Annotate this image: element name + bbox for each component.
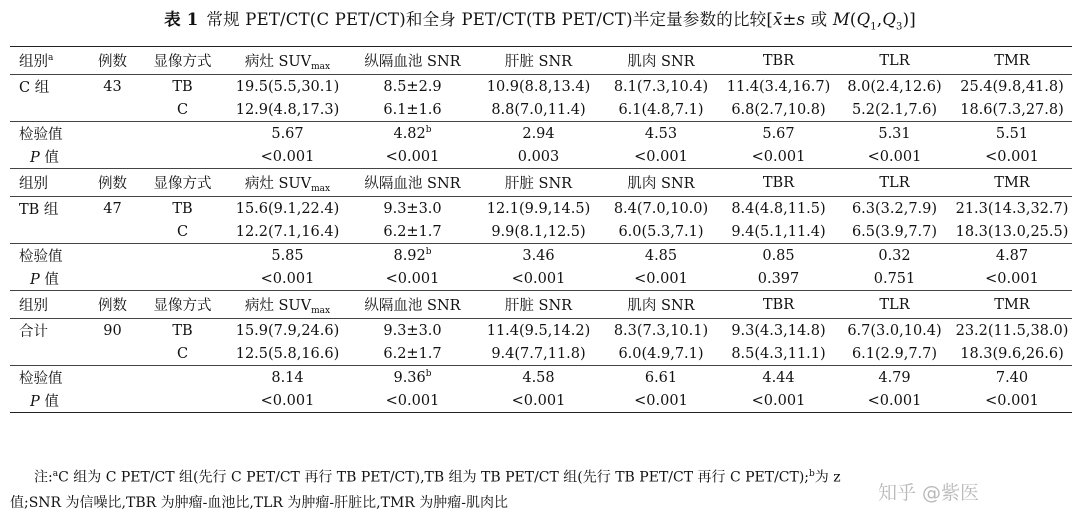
- value-cell: 23.2(11.5,38.0): [952, 319, 1072, 343]
- test-label: 检验值: [10, 122, 225, 146]
- header-group: 组别: [10, 291, 85, 319]
- value-cell: 8.1(7.3,10.4): [602, 75, 720, 99]
- header-liver: 肝脏 SNR: [475, 47, 602, 75]
- p-cell: <0.001: [952, 389, 1072, 413]
- group-cell: 合计: [10, 319, 85, 343]
- header-tmr: TMR: [952, 169, 1072, 197]
- header-liver: 肝脏 SNR: [475, 169, 602, 197]
- value-cell: 8.3(7.3,10.1): [602, 319, 720, 343]
- p-cell: <0.001: [867, 148, 922, 165]
- header-suv: 病灶 $SUV_{max}$: [225, 169, 350, 197]
- value-cell: 9.9(8.1,12.5): [491, 223, 586, 240]
- p-cell: 0.397: [757, 270, 800, 287]
- p-cell: <0.001: [385, 148, 440, 165]
- watermark: 知乎 @紫医: [878, 482, 980, 504]
- test-cell: 0.85: [720, 244, 837, 268]
- value-cell: 18.3(13.0,25.5): [955, 223, 1069, 240]
- value-cell: 9.3(4.3,14.8): [720, 319, 837, 343]
- test-cell: 4.85: [602, 244, 720, 268]
- header-row: [10, 291, 1072, 319]
- value-cell: 12.9(4.8,17.3): [235, 101, 340, 118]
- table-row: [10, 220, 1072, 244]
- header-mediastinal: 纵隔血池 SNR: [350, 47, 475, 75]
- header-tlr: TLR: [837, 47, 952, 75]
- value-cell: 9.3±3.0: [350, 197, 475, 221]
- test-cell: 8.92$^b$: [350, 244, 475, 268]
- header-group: 组别: [10, 169, 85, 197]
- value-cell: 9.3±3.0: [350, 319, 475, 343]
- p-cell: <0.001: [511, 270, 566, 287]
- value-cell: 8.5±2.9: [350, 75, 475, 99]
- header-suv: 病灶 $SUV_{max}$: [225, 291, 350, 319]
- value-cell: 15.6(9.1,22.4): [225, 197, 350, 221]
- value-cell: 8.8(7.0,11.4): [491, 101, 586, 118]
- header-suv: 病灶 $SUV_{max}$: [225, 47, 350, 75]
- value-cell: 9.4(5.1,11.4): [731, 223, 826, 240]
- header-mode: 显像方式: [140, 169, 225, 197]
- table-row: [10, 319, 1072, 343]
- n-cell: [85, 220, 140, 244]
- value-cell: 6.7(3.0,10.4): [837, 319, 952, 343]
- value-cell: 25.4(9.8,41.8): [952, 75, 1072, 99]
- test-cell: 5.31: [837, 122, 952, 146]
- mode-cell: C: [176, 223, 189, 240]
- mode-cell: TB: [140, 319, 225, 343]
- group-cell: TB 组: [10, 197, 85, 221]
- n-cell: [85, 98, 140, 122]
- header-group: 组别$^a$: [10, 47, 85, 75]
- caption-lead: 表 1: [164, 10, 199, 29]
- value-cell: 11.4(3.4,16.7): [720, 75, 837, 99]
- table-row: [10, 98, 1072, 122]
- header-tbr: TBR: [720, 169, 837, 197]
- test-cell: 9.36$^b$: [350, 366, 475, 390]
- value-cell: 6.1±1.6: [383, 101, 442, 118]
- value-cell: 21.3(14.3,32.7): [952, 197, 1072, 221]
- value-cell: 8.4(4.8,11.5): [720, 197, 837, 221]
- test-row: [10, 366, 1072, 390]
- value-cell: 8.0(2.4,12.6): [837, 75, 952, 99]
- header-tmr: TMR: [952, 291, 1072, 319]
- p-cell: <0.001: [720, 389, 837, 413]
- header-mediastinal: 纵隔血池 SNR: [350, 169, 475, 197]
- n-cell: 47: [85, 197, 140, 221]
- test-cell: 5.67: [225, 122, 350, 146]
- p-cell: <0.001: [475, 389, 602, 413]
- table-body: [10, 47, 1072, 413]
- header-row: [10, 169, 1072, 197]
- value-cell: 5.2(2.1,7.6): [851, 101, 938, 118]
- header-mode: 显像方式: [140, 291, 225, 319]
- header-mode: 显像方式: [140, 47, 225, 75]
- test-cell: 4.53: [602, 122, 720, 146]
- mode-cell: C: [176, 345, 189, 362]
- caption-mean-sd: x̄±s: [773, 10, 806, 29]
- value-cell: 6.0(4.9,7.1): [618, 345, 704, 362]
- value-cell: 10.9(8.8,13.4): [475, 75, 602, 99]
- test-cell: 6.61: [602, 366, 720, 390]
- value-cell: 8.4(7.0,10.0): [602, 197, 720, 221]
- test-cell: 4.58: [475, 366, 602, 390]
- p-cell: <0.001: [634, 270, 688, 287]
- test-cell: 8.14: [225, 366, 350, 390]
- test-cell: 4.82$^b$: [350, 122, 475, 146]
- test-cell: 5.67: [720, 122, 837, 146]
- group-cell: [10, 220, 85, 244]
- p-cell: <0.001: [225, 389, 350, 413]
- value-cell: 6.1(4.8,7.1): [618, 101, 704, 118]
- header-tmr: TMR: [952, 47, 1072, 75]
- p-cell: 0.751: [873, 270, 916, 287]
- note-line-2: 值;SNR 为信噪比,TBR 为肿瘤-血池比,TLR 为肿瘤-肝脏比,TMR 为肿瘤-肌肉比: [10, 494, 508, 511]
- p-cell: <0.001: [985, 270, 1039, 287]
- mode-cell: TB: [140, 197, 225, 221]
- header-muscle: 肌肉 SNR: [602, 47, 720, 75]
- value-cell: 6.2±1.7: [383, 345, 442, 362]
- header-mediastinal: 纵隔血池 SNR: [350, 291, 475, 319]
- n-cell: 43: [85, 75, 140, 99]
- test-label: 检验值: [10, 366, 225, 390]
- group-cell: [10, 98, 85, 122]
- header-tbr: TBR: [720, 291, 837, 319]
- value-cell: 8.5(4.3,11.1): [731, 345, 826, 362]
- p-cell: <0.001: [260, 270, 315, 287]
- header-n: 例数: [85, 291, 140, 319]
- p-label: P 值: [10, 389, 225, 413]
- value-cell: 12.2(7.1,16.4): [235, 223, 340, 240]
- value-cell: 11.4(9.5,14.2): [475, 319, 602, 343]
- group-cell: [10, 342, 85, 366]
- value-cell: 18.6(7.3,27.8): [960, 101, 1064, 118]
- group-cell: C 组: [10, 75, 85, 99]
- test-cell: 4.44: [720, 366, 837, 390]
- n-cell: [85, 342, 140, 366]
- header-tlr: TLR: [837, 169, 952, 197]
- p-value-row: [10, 145, 1072, 169]
- value-cell: 19.5(5.5,30.1): [225, 75, 350, 99]
- test-cell: 0.32: [837, 244, 952, 268]
- test-cell: 3.46: [475, 244, 602, 268]
- n-cell: 90: [85, 319, 140, 343]
- table-row: [10, 342, 1072, 366]
- test-row: [10, 122, 1072, 146]
- table-row: [10, 197, 1072, 221]
- p-value-row: [10, 267, 1072, 291]
- value-cell: 6.8(2.7,10.8): [731, 101, 826, 118]
- test-cell: 7.40: [952, 366, 1072, 390]
- p-label: P 值: [30, 272, 59, 288]
- value-cell: 18.3(9.6,26.6): [960, 345, 1064, 362]
- p-cell: <0.001: [602, 389, 720, 413]
- p-cell: <0.001: [751, 148, 806, 165]
- p-cell: <0.001: [985, 148, 1039, 165]
- header-n: 例数: [85, 47, 140, 75]
- p-cell: <0.001: [260, 148, 315, 165]
- header-tlr: TLR: [837, 291, 952, 319]
- header-n: 例数: [85, 169, 140, 197]
- header-muscle: 肌肉 SNR: [602, 291, 720, 319]
- test-cell: 4.87: [952, 244, 1072, 268]
- test-cell: 2.94: [475, 122, 602, 146]
- p-cell: <0.001: [350, 389, 475, 413]
- table-caption: 表 1 常规 PET/CT(C PET/CT)和全身 PET/CT(TB PET/CT)半定量参数的比较[x̄±s 或 $M(Q_1,Q_3)$]: [164, 10, 916, 33]
- table-row: [10, 75, 1072, 99]
- value-cell: 6.5(3.9,7.7): [851, 223, 938, 240]
- p-cell: <0.001: [837, 389, 952, 413]
- value-cell: 6.3(3.2,7.9): [837, 197, 952, 221]
- header-tbr: TBR: [720, 47, 837, 75]
- test-cell: 5.85: [225, 244, 350, 268]
- value-cell: 12.1(9.9,14.5): [475, 197, 602, 221]
- value-cell: 12.5(5.8,16.6): [235, 345, 340, 362]
- p-cell: 0.003: [517, 148, 560, 165]
- test-label: 检验值: [10, 244, 225, 268]
- mode-cell: C: [176, 101, 189, 118]
- p-cell: <0.001: [634, 148, 688, 165]
- mode-cell: TB: [140, 75, 225, 99]
- header-row: [10, 47, 1072, 75]
- p-value-row: [10, 389, 1072, 413]
- value-cell: 6.0(5.3,7.1): [618, 223, 704, 240]
- test-cell: 5.51: [952, 122, 1072, 146]
- header-liver: 肝脏 SNR: [475, 291, 602, 319]
- value-cell: 9.4(7.7,11.8): [491, 345, 586, 362]
- header-muscle: 肌肉 SNR: [602, 169, 720, 197]
- note-line-1: 注:$^a$C 组为 C PET/CT 组(先行 C PET/CT 再行 TB PET/CT),TB 组为 TB PET/CT 组(先行 TB PET/CT 再行 C PET/CT);$^b$为 z: [34, 469, 841, 486]
- value-cell: 6.2±1.7: [383, 223, 442, 240]
- test-cell: 4.79: [837, 366, 952, 390]
- value-cell: 6.1(2.9,7.7): [851, 345, 938, 362]
- test-row: [10, 244, 1072, 268]
- comparison-table: [10, 46, 1072, 413]
- caption-text: 常规 PET/CT(C PET/CT)和全身 PET/CT(TB PET/CT)半定量参数的比较[: [206, 10, 774, 29]
- p-cell: <0.001: [385, 270, 440, 287]
- value-cell: 15.9(7.9,24.6): [225, 319, 350, 343]
- p-label: P 值: [30, 150, 59, 166]
